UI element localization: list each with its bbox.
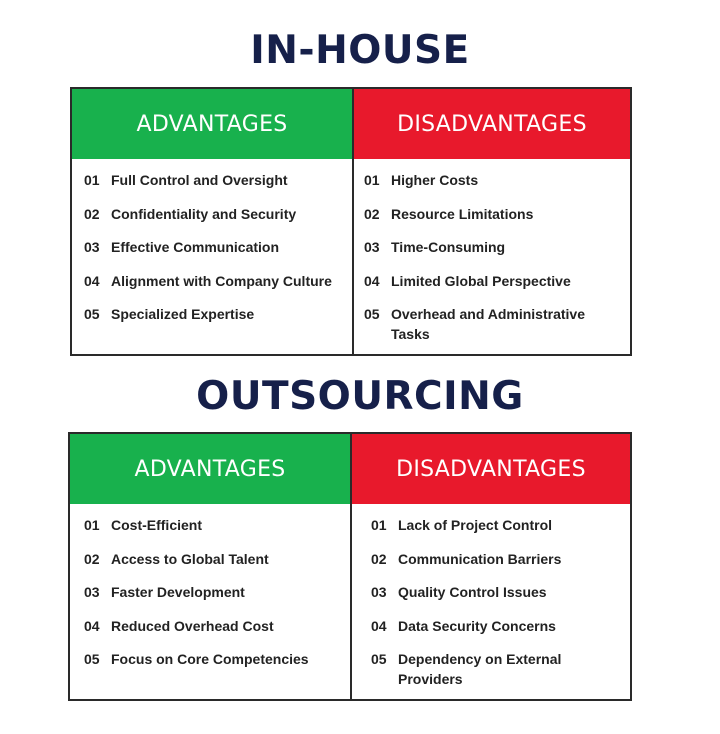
item-text: Dependency on External Providers — [398, 651, 562, 687]
item-number: 04 — [84, 272, 100, 289]
item-number: 03 — [84, 584, 100, 600]
list-item — [84, 515, 344, 535]
inhouse-disadvantages-column — [354, 89, 630, 354]
item-number: 03 — [364, 239, 380, 255]
inhouse-advantages-column — [72, 89, 354, 354]
list-item — [371, 582, 594, 602]
item-text: Focus on Core Competencies — [111, 651, 309, 667]
item-number: 05 — [364, 306, 380, 322]
item-text: Limited Global Perspective — [391, 272, 571, 289]
item-number: 01 — [371, 517, 387, 533]
item-number: 05 — [84, 306, 100, 322]
item-text: Overhead and Administrative Tasks — [391, 306, 585, 342]
item-text: Full Control and Oversight — [111, 172, 288, 188]
item-number: 01 — [84, 517, 100, 533]
item-text: Resource Limitations — [391, 205, 534, 222]
outsourcing-comparison-table — [68, 432, 632, 701]
item-number: 02 — [364, 205, 380, 222]
item-number: 02 — [371, 550, 387, 567]
item-text: Confidentiality and Security — [111, 205, 297, 222]
outsourcing-advantages-header: ADVANTAGES — [70, 434, 350, 504]
list-item — [84, 616, 344, 636]
list-item — [364, 271, 600, 291]
list-item — [371, 515, 594, 535]
inhouse-comparison-table — [70, 87, 632, 356]
item-number: 02 — [84, 205, 100, 222]
item-number: 03 — [371, 584, 387, 600]
inhouse-disadvantages-header: DISADVANTAGES — [354, 89, 630, 159]
outsourcing-title: OUTSOURCING — [196, 374, 524, 419]
item-text: Reduced Overhead Cost — [111, 617, 274, 634]
item-number: 04 — [371, 617, 387, 634]
item-number: 01 — [364, 172, 380, 188]
item-text: Lack of Project Control — [398, 517, 553, 533]
item-number: 05 — [84, 651, 100, 667]
list-item — [84, 549, 344, 569]
inhouse-title: IN-HOUSE — [250, 28, 470, 73]
item-text: Quality Control Issues — [398, 584, 547, 600]
item-text: Faster Development — [111, 584, 245, 600]
inhouse-disadvantages-list — [354, 159, 630, 344]
item-text: Data Security Concerns — [398, 617, 556, 634]
list-item — [371, 616, 594, 636]
list-item — [371, 649, 594, 689]
list-item — [84, 582, 344, 602]
item-text: Access to Global Talent — [111, 550, 269, 567]
list-item — [364, 237, 600, 257]
item-text: Effective Communication — [111, 239, 280, 255]
list-item — [84, 204, 346, 224]
outsourcing-disadvantages-list — [352, 504, 630, 689]
list-item — [84, 271, 346, 291]
item-text: Higher Costs — [391, 172, 479, 188]
outsourcing-advantages-list — [70, 504, 350, 669]
list-item — [364, 304, 600, 344]
item-number: 04 — [84, 617, 100, 634]
item-number: 05 — [371, 651, 387, 667]
item-number: 02 — [84, 550, 100, 567]
item-number: 04 — [364, 272, 380, 289]
list-item — [84, 237, 346, 257]
list-item — [84, 649, 344, 669]
item-text: Cost-Efficient — [111, 517, 202, 533]
inhouse-advantages-header: ADVANTAGES — [72, 89, 352, 159]
list-item — [84, 170, 346, 190]
list-item — [84, 304, 346, 324]
list-item — [371, 549, 594, 569]
list-item — [364, 204, 600, 224]
item-text: Time-Consuming — [391, 239, 506, 255]
item-text: Communication Barriers — [398, 550, 562, 567]
inhouse-advantages-list — [72, 159, 352, 324]
outsourcing-disadvantages-column — [352, 434, 630, 699]
item-text: Alignment with Company Culture — [111, 272, 332, 289]
list-item — [364, 170, 600, 190]
item-number: 01 — [84, 172, 100, 188]
outsourcing-disadvantages-header: DISADVANTAGES — [352, 434, 630, 504]
outsourcing-advantages-column — [70, 434, 352, 699]
item-number: 03 — [84, 239, 100, 255]
item-text: Specialized Expertise — [111, 306, 255, 322]
